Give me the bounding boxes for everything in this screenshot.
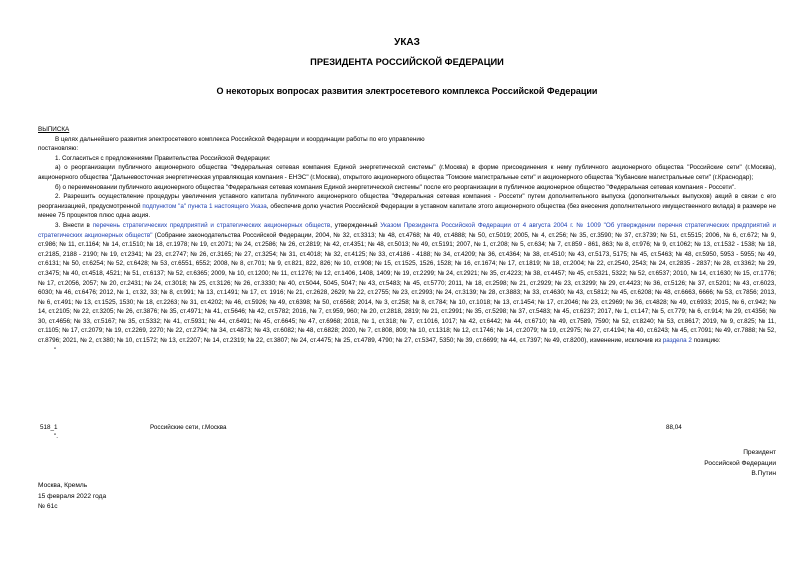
table-row-closing xyxy=(38,432,776,441)
paragraph-1a: а) о реорганизации публичного акционерного общества "Федеральная сетевая компания Единой энергетической системы" (г.Москва) в форме присоединения к нему публичного акционерного общества "Российские сети" (г.Москва), акционерного общества "Дальневосточная энергетическая управляющая компания - ЕНЭС" (г.Москва), открытого акционерного общества "Томские магистральные сети" и акционерного общества "Кубанские магистральные сети" (г.Краснодар); xyxy=(38,164,776,181)
paragraph-3-text-d: позицию: xyxy=(691,337,721,345)
position-table xyxy=(38,423,776,441)
position-number: 518_1 xyxy=(40,424,58,431)
decree-number: № 61с xyxy=(38,503,58,510)
quote-close: ". xyxy=(54,433,58,440)
paragraph-3 xyxy=(38,221,776,346)
paragraph-1b: б) о переименовании публичного акционерного общества "Федеральная сетевая компания Единой энергетической системы" после его реорганизации в публичное акционерное общество "Федеральная сетевая компания - Россети". xyxy=(55,183,736,191)
paragraph-2-text-b: , обеспечив долю участия Российской Федерации в уставном капитале этого акционерного общества (без внесения дополнительного имущественного вклада) в размере не менее 75 процентов плюс одна акция. xyxy=(38,202,776,220)
table-row xyxy=(38,423,776,432)
position-name: Российские сети, г.Москва xyxy=(150,424,227,431)
signature-block xyxy=(704,448,776,480)
paragraph-3-text-b: , утвержденный xyxy=(330,221,381,229)
resolve-line: постановляю: xyxy=(38,145,79,153)
document-body xyxy=(38,125,776,355)
decree-heading: УКАЗ xyxy=(394,37,420,48)
place-date-block xyxy=(38,481,106,513)
paragraph-3-text-a: 3. Внести в xyxy=(55,221,93,229)
intro-paragraph: В целях дальнейшего развития электросетевого комплекса Российской Федерации и координации работы по его управлению xyxy=(55,135,425,143)
extract-label: ВЫПИСКА xyxy=(38,126,70,133)
subclause-link[interactable]: подпунктом "а" пункта 1 настоящего Указа xyxy=(142,202,267,210)
document-title: О некоторых вопросах развития электросетевого комплекса Российской Федерации xyxy=(216,86,598,96)
strategic-list-link[interactable]: перечень стратегических предприятий и стратегических акционерных обществ xyxy=(92,221,331,229)
decree-date: 15 февраля 2022 года xyxy=(38,492,107,500)
president-heading: ПРЕЗИДЕНТА РОССИЙСКОЙ ФЕДЕРАЦИИ xyxy=(310,57,504,67)
signature-role: Президент xyxy=(743,449,776,456)
place-city: Москва, Кремль xyxy=(38,482,88,489)
section-2-link[interactable]: раздела 2 xyxy=(662,337,692,345)
signature-country: Российской Федерации xyxy=(704,459,776,467)
signature-name: В.Путин xyxy=(751,470,776,477)
decree-1009-link[interactable]: Указом Президента Российской Федерации от 4 августа 2004 г. № 1009 "Об утверждении перечня стратегических предприятий и стратегических акционерных обществ" xyxy=(38,221,777,239)
position-code: 88,04 xyxy=(666,424,682,431)
paragraph-3-text-c: (Собрание законодательства Российской Федерации, 2004, № 32, ст.3313; № 48, ст.4768; № 49, ст.4888; № 50, ст.5019; 2005, № 4, ст.256; № 35, ст.3590; № 37, ст.3739; № 51, ст.5515; 2006, № 6, ст.672; № 9, ст.986; № 11, ст.1164; № 14, ст.1510; № 18, ст.1978; № 19, ст.2071; № 24, ст.2586; № 26, ст.2819; № 42, ст.4351; № 48, ст.5013; № 49, ст.5191; 2007, № 1, ст.208; № 5, ст.634; № 7, ст.859 - 861, 863; № 8, ст.976; № 9, ст.1062; № 13, ст.1532 - 1538; № 18, ст.2185, 2188 - 2190; № 19, ст.2341; № 23, ст.2747; № 26, ст.3165; № 27, ст.3254; № 31, ст.4018; № 32, ст.4125; № 33, ст.4186 - 4188; № 34, ст.4209; № 36, ст.4364; № 38, ст.4510; № 43, ст.5173, 5175; № 45, ст.5463; № 48, ст.5950, 5953 - 5955; № 49, ст.6131; № 50, ст.6254; № 52, ст.6428; № 53, ст.6551, 6552; 2008, № 8, ст.701; № 9, ст.821, 822, 826; № 10, ст.908; № 15, ст.1525, 1526, 1528; № 16, ст.1674; № 17, ст.1819; № 18, ст.2004; № 22, ст.2540, 2543; № 24, ст.2835 - 2837; № 28, ст.3362; № 29, ст.3475; № 40, ст.4518, 4521; № 51, ст.6137; № 52, ст.6365; 2009, № 10, ст.1200; № 11, ст.1276; № 12, ст.1406, 1408, 1409; № 19, ст.2299; № 24, ст.2921; № 35, ст.4223; № 38, ст.4457; № 45, ст.5321, 5322; № 52, ст.6537; 2010, № 14, ст.1630; № 15, ст.1776; № 17, ст.2056, 2057; № 20, ст.2431; № 24, ст.3018; № 25, ст.3126; № 26, ст.3330; № 40, ст.5044, 5045, 5047; № 43, ст.5483; № 45, ст.5770; 2011, № 18, ст.2598; № 21, ст.2929; № 23, ст.3299; № 29, ст.4423; № 36, ст.5126; № 37, ст.5201; № 43, ст.6023, 6030; № 46, ст.6476; 2012, № 1, ст.32, 33; № 8, ст.991; № 13, ст.1491; № 17, ст. 1916; № 21, ст.2628, 2629; № 22, ст.2755; № 23, ст.2993; № 24, ст.3139; № 28, ст.3883; № 33, ст.4630; № 43, ст.5812; № 45, ст.6208; № 48, ст.6663, 6666; № 53, ст.7856; 2013, № 6, ст.491; № 13, ст.1525, 1530; № 18, ст.2263; № 31, ст.4202; № 46, ст.5926; № 49, ст.6398; № 50, ст.6568; 2014, № 3, ст.258; № 8, ст.784; № 10, ст.1018; № 13, ст.1454; № 17, ст.2046; № 23, ст.2969; № 36, ст.4828; № 49, ст.6933; 2015, № 6, ст.942; № 14, ст.2105; № 22, ст.3205; № 26, ст.3876; № 35, ст.4971; № 41, ст.5646; № 42, ст.5782; 2016, № 7, ст.959, 960; № 20, ст.2818, 2819; № 21, ст.2991; № 35, ст.5298; № 37, ст.5483; № 45, ст.6237; 2017, № 1, ст.147; № 5, ст.779; № 6, ст.914; № 29, ст.4356; № 30, ст.4656; № 33, ст.5167; № 35, ст.5332; № 41, ст.5931; № 44, ст.6491; № 45, ст.6645; № 47, ст.6968; 2018, № 1, ст.318; № 7, ст.1016, 1017; № 42, ст.6442; № 44, ст.6710; № 49, ст.7589, 7590; № 52, ст.8240; № 53, ст.8617; 2019, № 9, ст.825; № 11, ст.1105; № 17, ст.2079; № 19, ст.2269, 2270; № 22, ст.2794; № 34, ст.4873; № 43, ст.6082; № 48, ст.6828; 2020, № 7, ст.808, 809; № 10, ст.1318; № 12, ст.1746; № 14, ст.2079; № 19, ст.2975; № 27, ст.4194; № 40, ст.6243; № 45, ст.7091; № 49, ст.7888; № 52, ст.8796; 2021, № 2, ст.380; № 10, ст.1572; № 13, ст.2207; № 14, ст.2319; № 22, ст.3807; № 24, ст.4475; № 25, ст.4789, 4790; № 27, ст.5347, 5350; № 39, ст.6699; № 44, ст.7397; № 49, ст.8200), изменение, исключив из xyxy=(38,231,777,345)
paragraph-2 xyxy=(38,192,776,221)
paragraph-2-text-a: 2. Разрешить осуществление процедуры увеличения уставного капитала публичного акционерного общества "Федеральная сетевая компания - Россети" путем дополнительного выпуска (дополнительных выпусков) акций в связи с его реорганизацией, предусмотренной xyxy=(38,193,776,210)
paragraph-1: 1. Согласиться с предложениями Правительства Российской Федерации: xyxy=(55,154,271,162)
quote-open: " xyxy=(54,346,57,354)
